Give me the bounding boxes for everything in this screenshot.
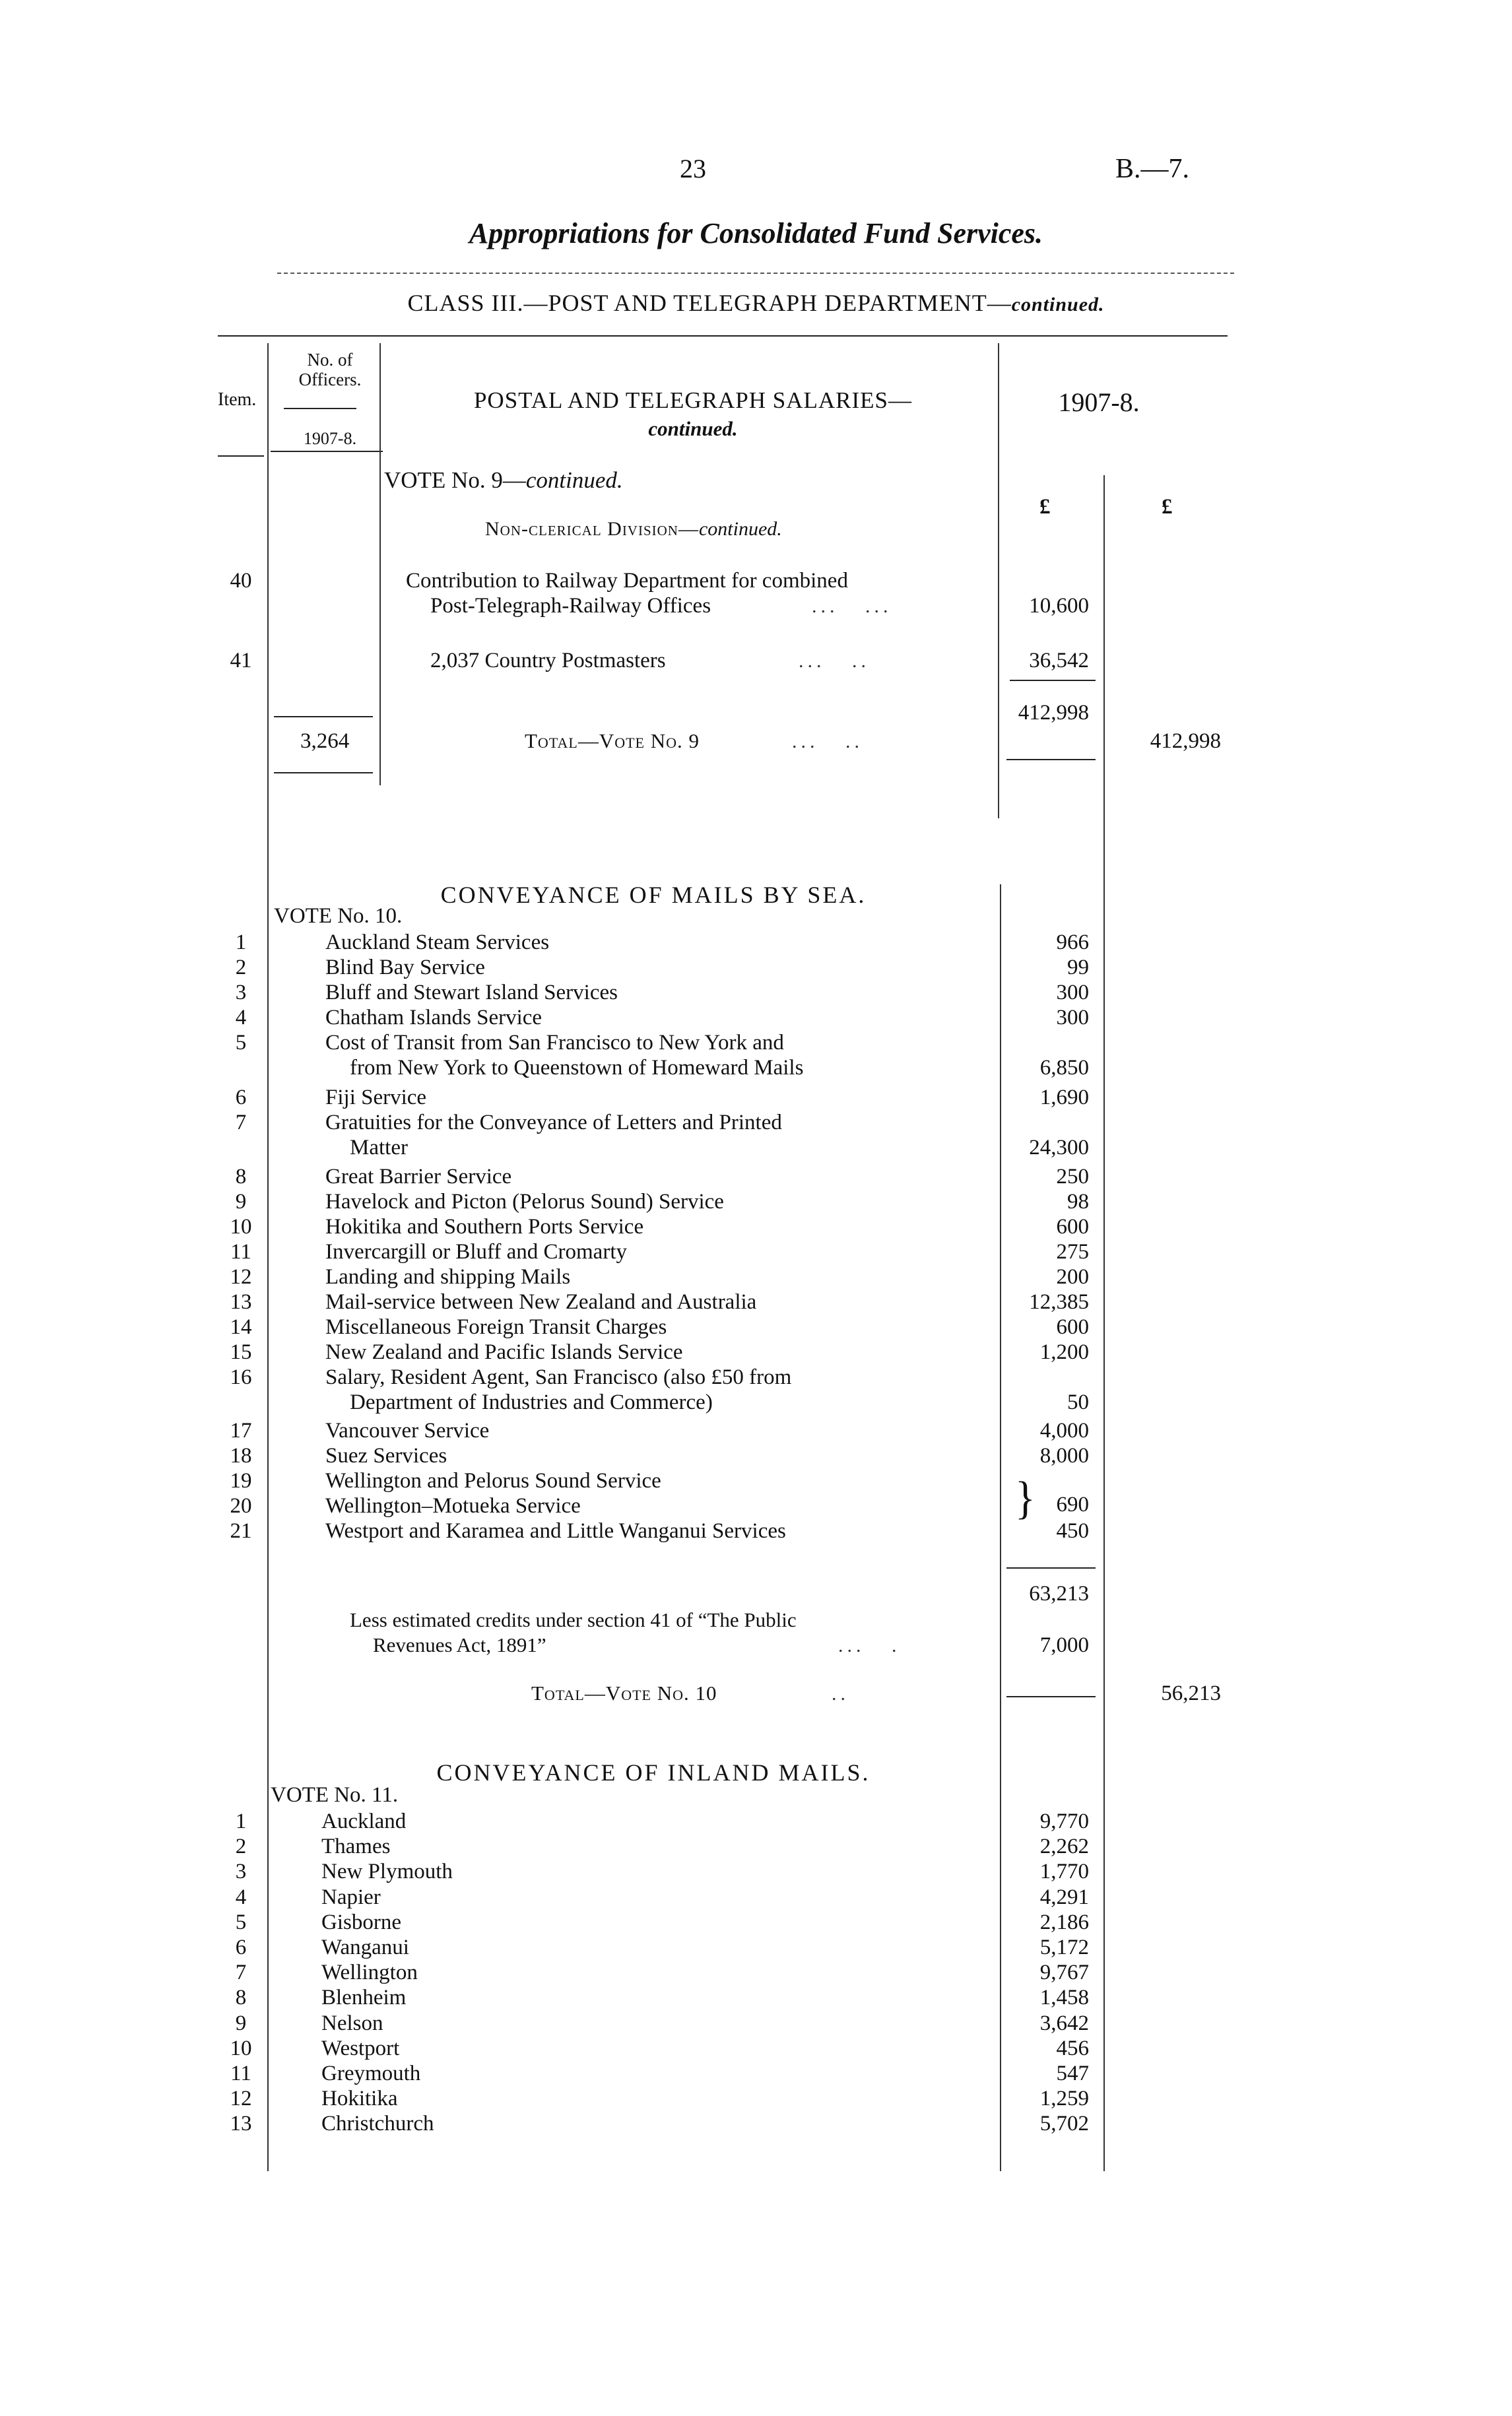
currency-symbol-2: £ <box>1162 495 1173 519</box>
leader-dots: ... .. <box>799 650 870 672</box>
main-title: Appropriations for Consolidated Fund Services. <box>469 217 1043 249</box>
header-item: Item. <box>218 389 257 410</box>
item-number: 18 <box>230 1444 252 1468</box>
leader-dots: ... . <box>838 1635 901 1656</box>
item-number: 8 <box>235 1165 247 1189</box>
item-amount: 250 <box>1056 1165 1089 1189</box>
subtotal-rule <box>1010 680 1096 681</box>
class-title <box>0 289 1512 317</box>
division-heading-main: Non-clerical Division— <box>485 518 699 540</box>
item-number: 5 <box>235 1910 247 1934</box>
item-description: Napier <box>321 1885 381 1909</box>
title-rule <box>277 273 1234 274</box>
item-number: 9 <box>235 1190 247 1214</box>
item-number: 40 <box>230 569 252 593</box>
item-amount: 36,542 <box>1029 649 1089 672</box>
item-description: Invercargill or Bluff and Cromarty <box>325 1240 627 1264</box>
item-amount: 600 <box>1056 1215 1089 1239</box>
officers-total: 3,264 <box>300 729 350 753</box>
item-amount: 3,642 <box>1039 2011 1089 2035</box>
division-heading-suffix: continued. <box>698 518 782 540</box>
item-amount: 5,702 <box>1039 2112 1089 2136</box>
item-amount: 99 <box>1067 956 1089 979</box>
item-number: 3 <box>235 981 247 1004</box>
item-number: 21 <box>230 1519 252 1543</box>
item-description: Bluff and Stewart Island Services <box>325 981 618 1004</box>
item-number: 2 <box>235 956 247 979</box>
item-number: 1 <box>235 1810 247 1833</box>
item-amount: 1,458 <box>1039 1986 1089 2009</box>
header-desc-line1: POSTAL AND TELEGRAPH SALARIES— <box>473 387 913 413</box>
item-amount: 1,770 <box>1039 1860 1089 1883</box>
item-number: 41 <box>230 649 252 672</box>
item-amount: 4,000 <box>1039 1419 1089 1443</box>
vote9-total-label: Total—Vote No. 9 <box>525 729 700 752</box>
leader-dots: ... .. <box>792 731 863 752</box>
item-amount: 966 <box>1056 930 1089 954</box>
header-officers: No. of Officers. <box>298 350 362 389</box>
item-description: Auckland Steam Services <box>325 930 550 954</box>
document-reference: B.—7. <box>1115 154 1190 184</box>
item-number: 13 <box>230 1290 252 1314</box>
item-description: Westport and Karamea and Little Wanganui Services <box>325 1519 786 1543</box>
item-number: 7 <box>235 1961 247 1984</box>
item-description: Mail-service between New Zealand and Australia <box>325 1290 757 1314</box>
less-credits-text-cont: Revenues Act, 1891” <box>373 1633 546 1656</box>
item-number: 12 <box>230 1265 252 1289</box>
division-heading <box>485 518 782 540</box>
item-description: Salary, Resident Agent, San Francisco (also £50 from <box>325 1365 792 1389</box>
item-description-cont: Matter <box>350 1136 408 1159</box>
item-amount: 2,186 <box>1039 1910 1089 1934</box>
officers-year-divider <box>284 408 356 409</box>
item-amount: 9,767 <box>1039 1961 1089 1984</box>
column-rule-officers <box>379 343 381 785</box>
item-number: 16 <box>230 1365 252 1389</box>
item-description: Contribution to Railway Department for combined <box>406 569 848 593</box>
item-amount: 6,850 <box>1039 1056 1089 1080</box>
item-amount: 1,259 <box>1039 2087 1089 2110</box>
total-rule <box>1006 1696 1096 1697</box>
item-description: 2,037 Country Postmasters <box>430 649 666 672</box>
vote11-section-title: CONVEYANCE OF INLAND MAILS. <box>436 1759 871 1786</box>
item-amount: 300 <box>1056 1006 1089 1029</box>
header-top-rule <box>218 335 1228 337</box>
subtotal-amount: 412,998 <box>1018 701 1089 725</box>
header-description <box>396 387 990 443</box>
item-description: Auckland <box>321 1810 407 1833</box>
item-number: 12 <box>230 2087 252 2110</box>
vote9-title <box>384 467 623 494</box>
item-description: Blenheim <box>321 1986 407 2009</box>
header-desc-line2: continued. <box>648 417 738 440</box>
header-financial-year: 1907-8. <box>1058 387 1140 417</box>
item-description: Havelock and Picton (Pelorus Sound) Service <box>325 1190 724 1214</box>
item-description: Hokitika and Southern Ports Service <box>325 1215 644 1239</box>
currency-symbol-1: £ <box>1039 495 1051 519</box>
item-number: 19 <box>230 1469 252 1493</box>
item-description: New Plymouth <box>321 1860 453 1883</box>
vote9-title-suffix: continued. <box>525 467 623 493</box>
item-amount: 8,000 <box>1039 1444 1089 1468</box>
item-number: 4 <box>235 1006 247 1029</box>
item-description: Thames <box>321 1835 391 1858</box>
item-number: 20 <box>230 1494 252 1518</box>
item-amount: 9,770 <box>1039 1810 1089 1833</box>
item-amount: 456 <box>1056 2037 1089 2060</box>
item-number: 13 <box>230 2112 252 2136</box>
item-description: Wellington and Pelorus Sound Service <box>325 1469 661 1493</box>
vote9-title-main: VOTE No. 9— <box>384 467 526 493</box>
class-title-suffix: continued. <box>1011 294 1105 315</box>
column-rule-desc-lower <box>1000 884 1001 2171</box>
vote11-label: VOTE No. 11. <box>271 1783 399 1807</box>
vote10-total-label: Total—Vote No. 10 <box>531 1681 717 1705</box>
item-number: 6 <box>235 1086 247 1109</box>
item-number: 5 <box>235 1031 247 1055</box>
item-amount: 547 <box>1056 2062 1089 2085</box>
item-amount: 300 <box>1056 981 1089 1004</box>
item-description: Wanganui <box>321 1936 409 1959</box>
item-amount: 275 <box>1056 1240 1089 1264</box>
item-description: New Zealand and Pacific Islands Service <box>325 1340 683 1364</box>
item-number: 8 <box>235 1986 247 2009</box>
item-number: 11 <box>230 1240 251 1264</box>
item-amount: 12,385 <box>1029 1290 1089 1314</box>
item-description: Wellington <box>321 1961 418 1984</box>
vote10-total-amount: 56,213 <box>1161 1681 1221 1705</box>
officers-header-rule <box>271 451 383 452</box>
item-number: 17 <box>230 1419 252 1443</box>
leader-dots: ... ... <box>812 595 892 617</box>
item-description: Westport <box>321 2037 400 2060</box>
officers-total-rule-bottom <box>274 772 373 773</box>
item-number: 10 <box>230 1215 252 1239</box>
item-number: 9 <box>235 2011 247 2035</box>
item-number: 6 <box>235 1936 247 1959</box>
class-title-main: CLASS III.—POST AND TELEGRAPH DEPARTMENT— <box>407 290 1012 316</box>
page-number: 23 <box>680 154 706 183</box>
item-description: Gisborne <box>321 1910 401 1934</box>
item-amount: 600 <box>1056 1315 1089 1339</box>
item-description: Fiji Service <box>325 1086 427 1109</box>
item-number: 2 <box>235 1835 247 1858</box>
total-rule <box>1006 759 1096 760</box>
item-number: 14 <box>230 1315 252 1339</box>
header-officers-year: 1907-8. <box>303 429 357 448</box>
officers-total-rule-top <box>274 716 373 717</box>
item-amount: 50 <box>1067 1390 1089 1414</box>
item-number: 11 <box>230 2062 251 2085</box>
item-description: Hokitika <box>321 2087 398 2110</box>
item-amount: 5,172 <box>1039 1936 1089 1959</box>
item-number: 15 <box>230 1340 252 1364</box>
item-description-cont: Department of Industries and Commerce) <box>350 1390 713 1414</box>
item-amount: 200 <box>1056 1265 1089 1289</box>
item-description: Gratuities for the Conveyance of Letters and Printed <box>325 1111 782 1134</box>
column-rule-amount <box>1103 475 1105 2171</box>
item-number: 3 <box>235 1860 247 1883</box>
gross-rule <box>1006 1567 1096 1569</box>
less-credits-text: Less estimated credits under section 41 of “The Public <box>350 1608 797 1631</box>
item-description: Wellington–Motueka Service <box>325 1494 581 1518</box>
item-description: Vancouver Service <box>325 1419 490 1443</box>
item-amount: 98 <box>1067 1190 1089 1214</box>
column-rule-item <box>267 343 269 2171</box>
item-amount: 10,600 <box>1029 594 1089 618</box>
item-amount: 4,291 <box>1039 1885 1089 1909</box>
item-description: Greymouth <box>321 2062 421 2085</box>
item-description: Blind Bay Service <box>325 956 485 979</box>
gross-amount: 63,213 <box>1029 1582 1089 1606</box>
bracket-brace: } <box>1015 1472 1035 1524</box>
item-description: Chatham Islands Service <box>325 1006 542 1029</box>
item-description: Landing and shipping Mails <box>325 1265 571 1289</box>
item-amount: 1,200 <box>1039 1340 1089 1364</box>
bracketed-amount: 690 <box>1056 1493 1089 1517</box>
item-amount: 2,262 <box>1039 1835 1089 1858</box>
item-description: Suez Services <box>325 1444 447 1468</box>
item-number: 1 <box>235 930 247 954</box>
item-description: Nelson <box>321 2011 383 2035</box>
item-description-cont: Post-Telegraph-Railway Offices <box>430 594 711 618</box>
item-number: 10 <box>230 2037 252 2060</box>
leader-dots: .. <box>832 1683 849 1705</box>
item-amount: 24,300 <box>1029 1136 1089 1159</box>
item-number: 7 <box>235 1111 247 1134</box>
vote10-section-title: CONVEYANCE OF MAILS BY SEA. <box>440 882 867 908</box>
item-number: 4 <box>235 1885 247 1909</box>
item-amount: 1,690 <box>1039 1086 1089 1109</box>
item-description: Miscellaneous Foreign Transit Charges <box>325 1315 667 1339</box>
item-description: Christchurch <box>321 2112 434 2136</box>
item-description: Cost of Transit from San Francisco to New York and <box>325 1031 784 1055</box>
item-description-cont: from New York to Queenstown of Homeward Mails <box>350 1056 804 1080</box>
vote9-total-amount: 412,998 <box>1150 729 1221 753</box>
item-description: Great Barrier Service <box>325 1165 512 1189</box>
less-credits-amount: 7,000 <box>1039 1633 1089 1657</box>
item-amount: 450 <box>1056 1519 1089 1543</box>
item-header-rule <box>218 455 264 457</box>
vote10-label: VOTE No. 10. <box>274 904 403 928</box>
